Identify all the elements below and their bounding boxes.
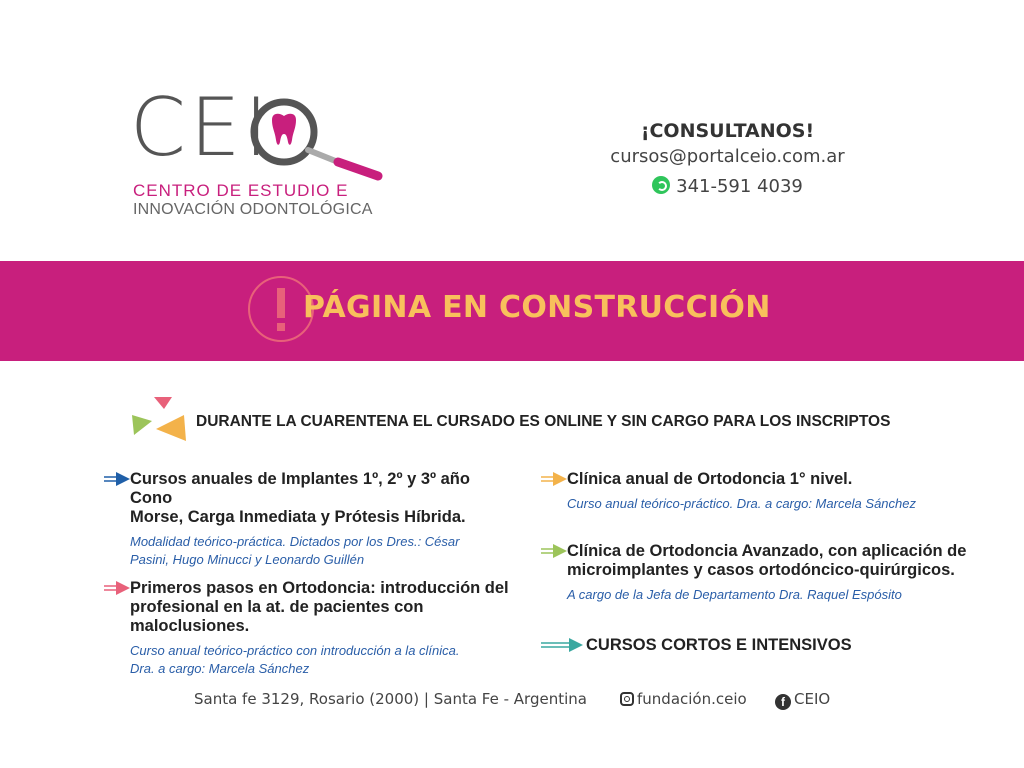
- arrow-icon: [541, 637, 583, 653]
- course-title: profesional en la at. de pacientes con maloclusiones.: [130, 598, 424, 635]
- course-title: Cursos anuales de Implantes 1º, 2º y 3º año Cono: [130, 470, 470, 507]
- instagram-icon: [620, 692, 634, 706]
- course-desc: Pasini, Hugo Minucci y Leonardo Guillén: [130, 552, 365, 567]
- course-title: microimplantes y casos ortodóncico-quirúrgicos.: [567, 561, 955, 579]
- footer-address: Santa fe 3129, Rosario (2000) | Santa Fe - Argentina: [194, 690, 587, 708]
- arrow-icon: [104, 581, 130, 595]
- course-desc: Dra. a cargo: Marcela Sánchez: [130, 661, 310, 676]
- notice-text: DURANTE LA CUARENTENA EL CURSADO ES ONLINE Y SIN CARGO PARA LOS INSCRIPTOS: [196, 413, 891, 430]
- course-primeros-pasos[interactable]: [130, 579, 520, 678]
- logo-subtitle-2: INNOVACIÓN ODONTOLÓGICA: [133, 201, 373, 218]
- magnifier-tooth-icon: [250, 96, 390, 186]
- course-ortodoncia-anual[interactable]: [567, 470, 967, 513]
- course-desc: Modalidad teórico-práctica. Dictados por los Dres.: César: [130, 534, 460, 549]
- course-title: Clínica de Ortodoncia Avanzado, con aplicación de: [567, 542, 967, 560]
- short-courses-link[interactable]: CURSOS CORTOS E INTENSIVOS: [586, 636, 852, 654]
- arrow-icon: [541, 544, 567, 558]
- facebook-icon: f: [775, 694, 791, 710]
- arrow-icon: [104, 472, 130, 486]
- whatsapp-icon: [652, 176, 670, 194]
- contact-title: ¡CONSULTANOS!: [640, 120, 815, 142]
- triangles-icon: [130, 397, 188, 443]
- arrow-icon: [541, 472, 567, 486]
- course-desc: A cargo de la Jefa de Departamento Dra. Raquel Espósito: [567, 587, 902, 602]
- logo-wordmark: CEI: [130, 81, 272, 174]
- facebook-link[interactable]: [775, 690, 830, 710]
- contact-email[interactable]: cursos@portalceio.com.ar: [610, 146, 845, 167]
- contact-phone[interactable]: [590, 176, 865, 197]
- course-ortodoncia-avanzado[interactable]: [567, 542, 987, 604]
- course-desc: Curso anual teórico-práctico. Dra. a cargo: Marcela Sánchez: [567, 496, 916, 511]
- logo-subtitle-1: CENTRO DE ESTUDIO E: [133, 181, 349, 200]
- course-title: Primeros pasos en Ortodoncia: introducción del: [130, 579, 509, 597]
- instagram-handle: fundación.ceio: [637, 690, 747, 708]
- facebook-handle: CEIO: [794, 690, 831, 708]
- contact-phone-number: 341-591 4039: [676, 176, 803, 197]
- instagram-link[interactable]: [620, 690, 747, 708]
- course-title: Morse, Carga Inmediata y Prótesis Híbrida.: [130, 508, 466, 526]
- course-implantes[interactable]: [130, 470, 510, 569]
- course-title: Clínica anual de Ortodoncia 1° nivel.: [567, 470, 853, 488]
- course-desc: Curso anual teórico-práctico con introducción a la clínica.: [130, 643, 460, 658]
- banner-title: PÁGINA EN CONSTRUCCIÓN: [303, 290, 771, 325]
